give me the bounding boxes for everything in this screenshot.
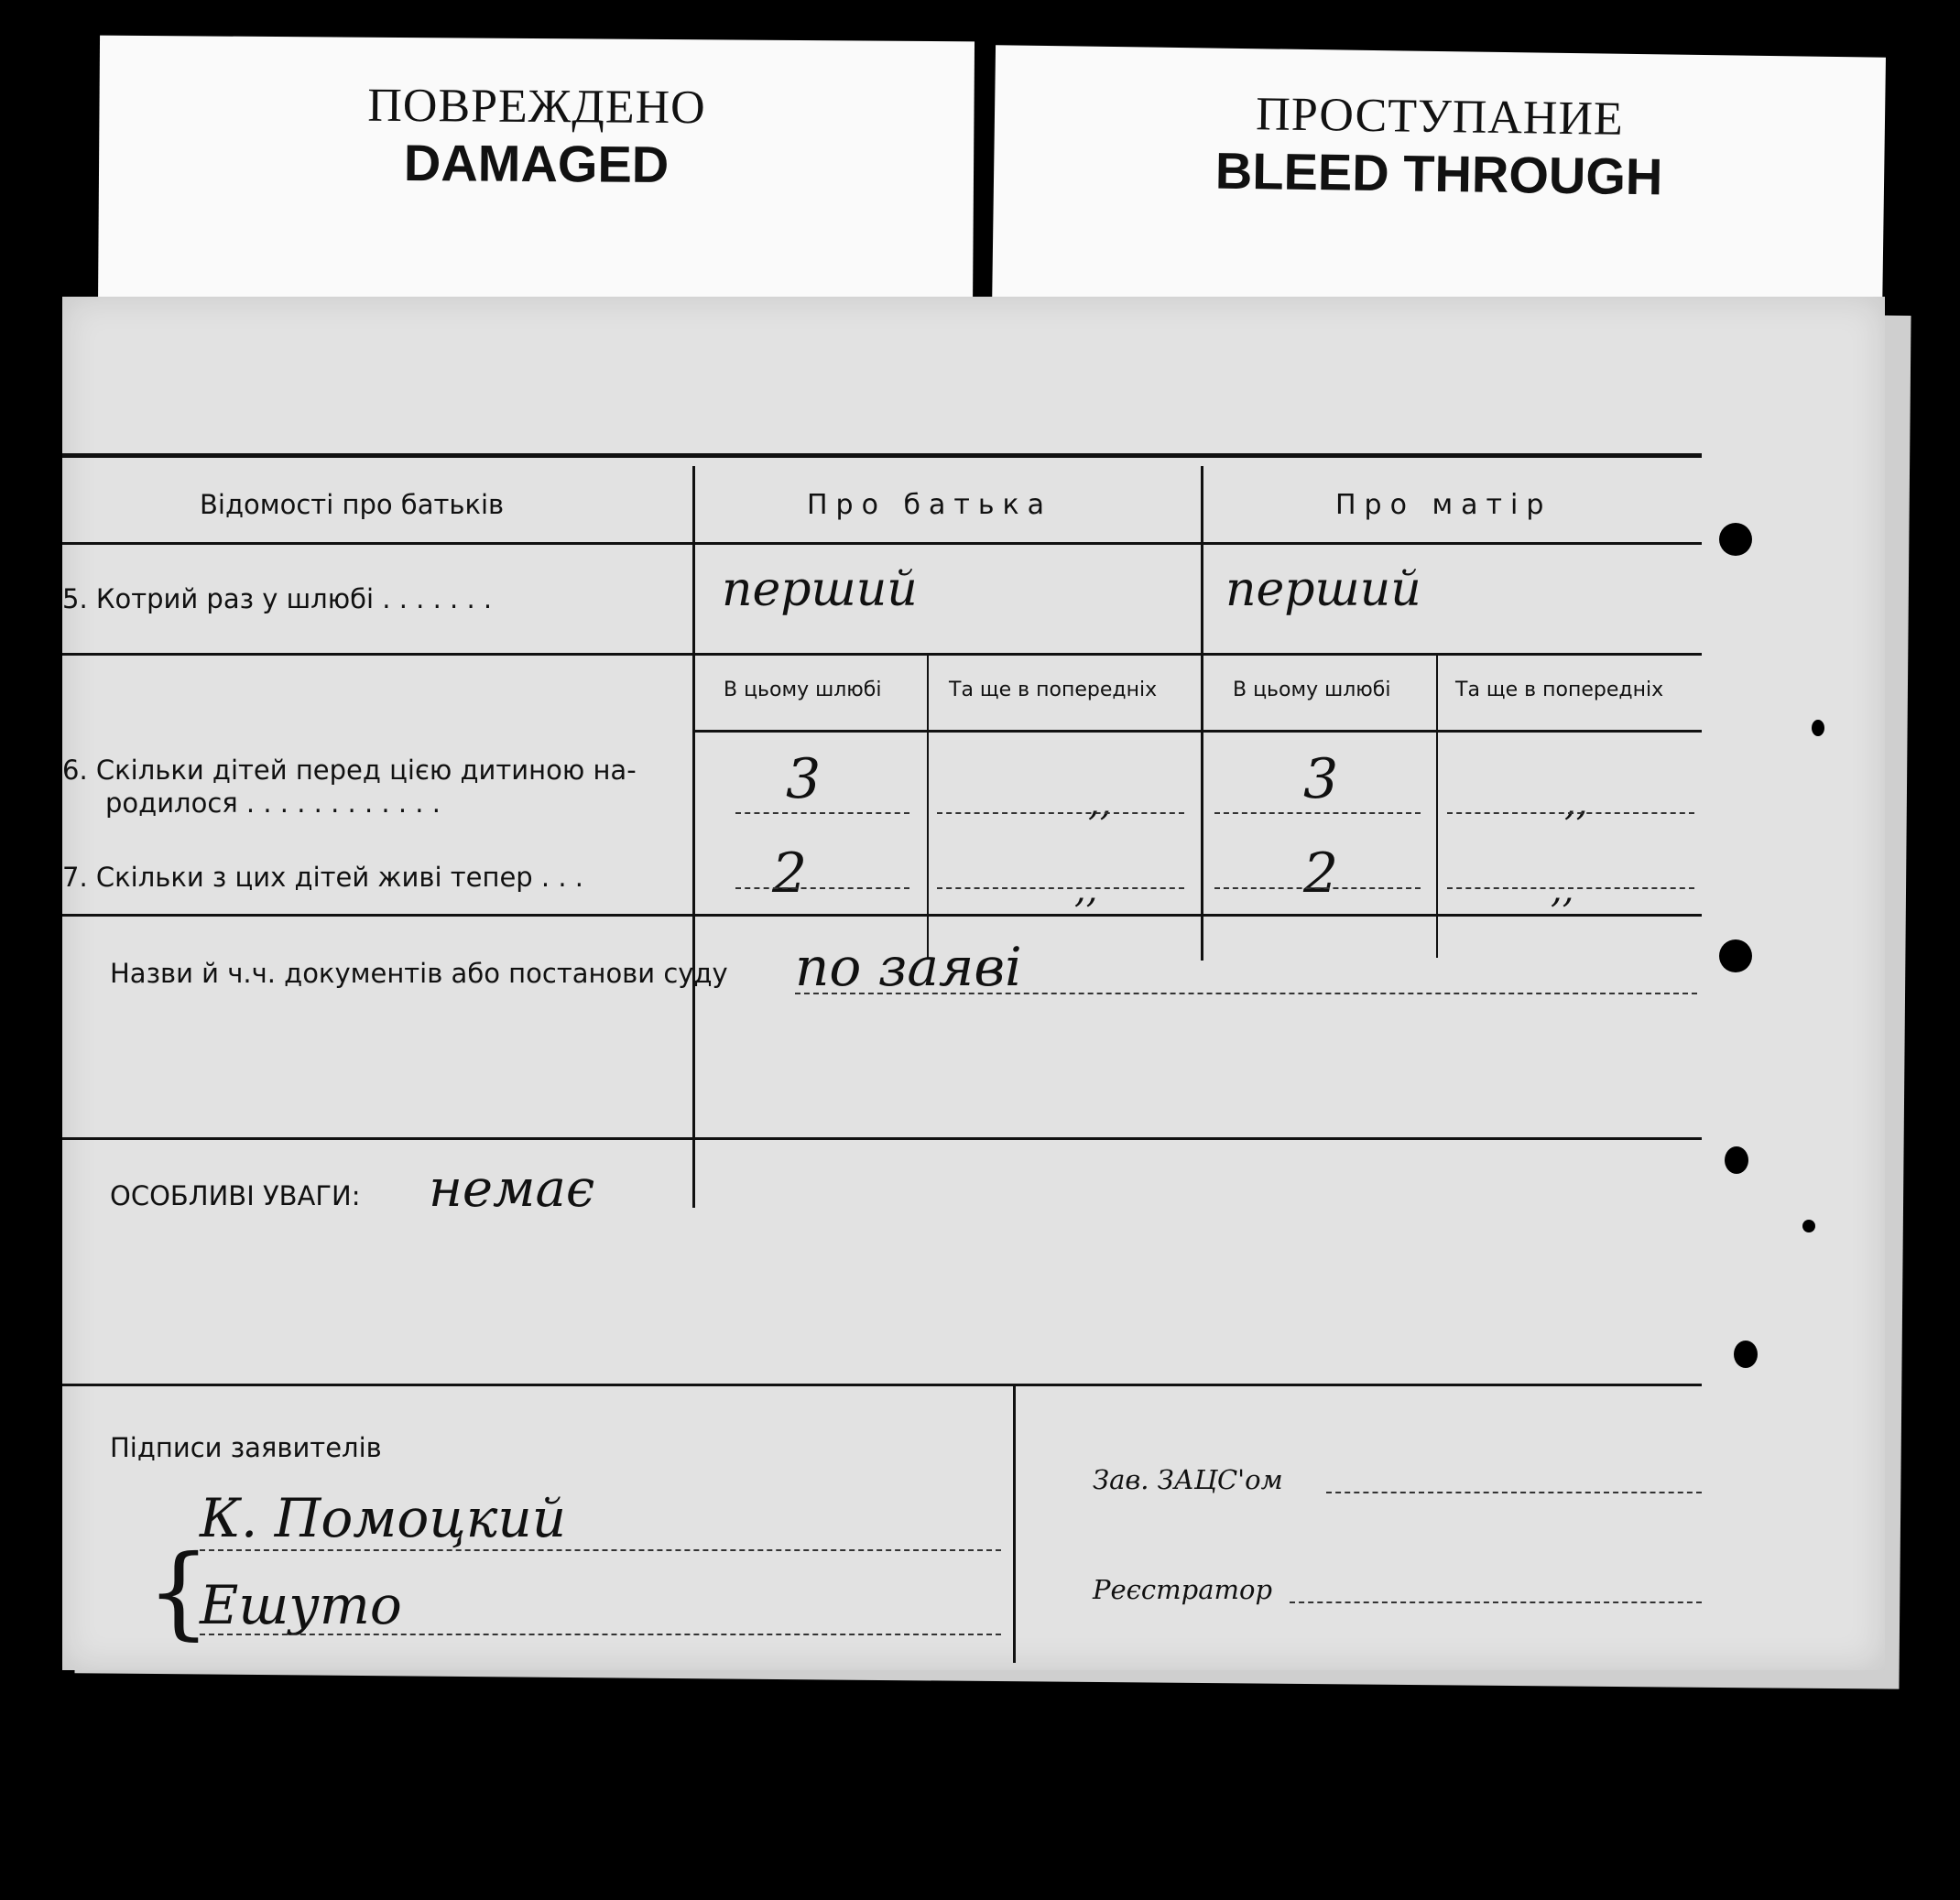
row7-label: 7. Скільки з цих дітей живі тепер . . . (62, 862, 584, 893)
documents-value: по заяві (795, 936, 1022, 998)
punch-hole (1802, 1220, 1815, 1232)
row7-bottom-border (62, 914, 1702, 917)
row6-label-line1: 6. Скільки дітей перед цією дитиною на- (62, 755, 637, 786)
subheader-bottom-border (694, 730, 1702, 733)
row6-father-prev: ,, (1088, 782, 1112, 824)
punch-hole (1734, 1341, 1758, 1368)
punch-hole (1719, 523, 1752, 556)
bleed-ru-text: ПРОСТУПАНИЕ (1255, 88, 1625, 146)
signature-2-line (200, 1634, 1001, 1635)
row6-father-this: 3 (786, 747, 822, 811)
subheader-mother-this: В цьому шлюбі (1233, 679, 1391, 701)
row6-dotted-line (1447, 812, 1694, 814)
documents-bottom-border (62, 1137, 1702, 1140)
form-paper (62, 297, 1885, 1670)
row6-mother-this: 3 (1303, 747, 1339, 811)
bleed-en-text: BLEED THROUGH (1214, 141, 1663, 206)
row7-dotted-line (1447, 887, 1694, 889)
special-value: немає (429, 1159, 595, 1219)
header-bottom-border (62, 542, 1702, 545)
row6-dotted-line (735, 812, 909, 814)
punch-hole (1719, 939, 1752, 972)
signatures-label: Підписи заявителів (110, 1432, 382, 1463)
signature-divider (1013, 1384, 1016, 1663)
subheader-mother-prev: Та ще в попередніх (1455, 679, 1664, 701)
office-head-label: Зав. ЗАЦС'ом (1093, 1464, 1283, 1495)
punch-hole (1812, 720, 1824, 736)
column-divider (1201, 466, 1203, 961)
special-label: ОСОБЛИВІ УВАГИ: (110, 1180, 361, 1211)
row5-father-value: перший (722, 562, 918, 617)
office-head-line (1326, 1492, 1702, 1493)
signature-2: Ешуто (200, 1574, 402, 1636)
row6-dotted-line (937, 812, 1184, 814)
subheader-father-prev: Та ще в попередніх (949, 679, 1158, 701)
subcolumn-divider (927, 656, 929, 958)
damaged-label-card (98, 36, 975, 317)
header-father: Про батька (807, 489, 1053, 521)
subheader-father-this: В цьому шлюбі (724, 679, 882, 701)
subcolumn-divider (1436, 656, 1438, 958)
documents-label: Назви й ч.ч. документів або постанови суду (110, 958, 728, 989)
row5-label: 5. Котрий раз у шлюбі . . . . . . . (62, 583, 493, 614)
registrar-line (1290, 1601, 1702, 1603)
header-info: Відомості про батьків (200, 489, 505, 520)
row7-mother-prev: ,, (1551, 869, 1574, 911)
header-mother: Про матір (1335, 489, 1552, 521)
row7-mother-this: 2 (1303, 841, 1339, 906)
row7-father-this: 2 (772, 841, 808, 906)
damaged-en-text: DAMAGED (403, 133, 670, 194)
table-top-border (62, 453, 1702, 458)
row7-dotted-line (937, 887, 1184, 889)
row7-dotted-line (735, 887, 909, 889)
row6-dotted-line (1214, 812, 1421, 814)
row6-mother-prev: ,, (1564, 782, 1588, 824)
signature-1: К. Помоцкий (200, 1487, 567, 1549)
punch-hole (1725, 1146, 1748, 1174)
row5-mother-value: перший (1225, 562, 1421, 617)
signature-1-line (200, 1549, 1001, 1551)
row6-label-line2: родилося . . . . . . . . . . . . (105, 787, 441, 819)
documents-dotted-line (795, 993, 1697, 994)
row5-bottom-border (62, 653, 1702, 656)
signature-brace: { (147, 1533, 211, 1650)
row7-dotted-line (1214, 887, 1421, 889)
registrar-label: Реєстратор (1093, 1574, 1273, 1605)
column-divider (692, 466, 695, 1208)
special-bottom-border (62, 1384, 1702, 1386)
bleed-through-label-card (992, 45, 1886, 323)
row7-father-prev: ,, (1074, 869, 1098, 911)
damaged-ru-text: ПОВРЕЖДЕНО (367, 79, 706, 135)
